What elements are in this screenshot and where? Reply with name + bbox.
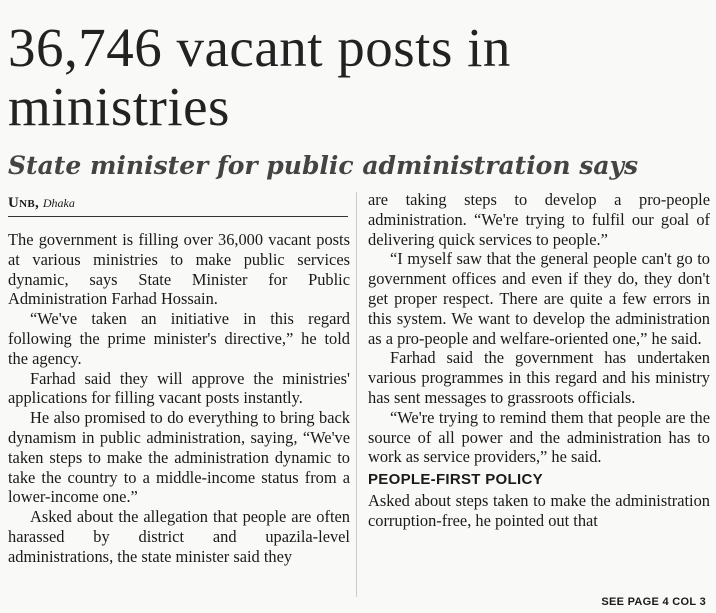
byline-agency: Unb, (8, 195, 40, 211)
paragraph: “We're trying to remind them that people are the source of all power and the administration has to work as service providers,” he said. (368, 407, 710, 467)
headline: 36,746 vacant posts in ministries (8, 17, 511, 137)
left-column (8, 230, 350, 567)
paragraph: “We've taken an initiative in this regard following the prime minister's directive,” he told the agency. (8, 309, 350, 368)
paragraph: Asked about steps taken to make the administration corruption-free, he pointed out that (368, 490, 710, 530)
paragraph: “I myself saw that the general people can't go to government offices and even if they do, they don't get proper respect. There are quite a few errors in this system. We want to develop the administration as a pro-people and welfare-oriented one,” he said. (368, 249, 710, 348)
paragraph: The government is filling over 36,000 vacant posts at various ministries to make public services dynamic, says State Minister for Public Administration Farhad Hossain. (8, 230, 350, 309)
section-heading: PEOPLE-FIRST POLICY (368, 471, 543, 489)
byline (8, 195, 348, 217)
byline-place: Dhaka (42, 196, 75, 210)
paragraph: Farhad said they will approve the ministries' applications for filling vacant posts instantly. (8, 368, 350, 408)
paragraph: He also promised to do everything to bring back dynamism in public administration, saying, “We've taken steps to make the administration dynamic to take the country to a middle-income status from a lower-income one.” (8, 408, 350, 507)
paragraph: Asked about the allegation that people are often harassed by district and upazila-level administrations, the state minister said they (8, 507, 350, 566)
subheadline: State minister for public administration says (8, 151, 639, 180)
right-column (368, 190, 710, 531)
paragraph: are taking steps to develop a pro-people administration. “We're trying to fulfil our goal of delivering quick services to people.” (368, 190, 710, 249)
continuation-note: SEE PAGE 4 COL 3 (601, 596, 706, 608)
column-divider (356, 192, 357, 597)
paragraph: Farhad said the government has undertaken various programmes in this regard and his ministry has sent messages to grassroots officials. (368, 348, 710, 407)
